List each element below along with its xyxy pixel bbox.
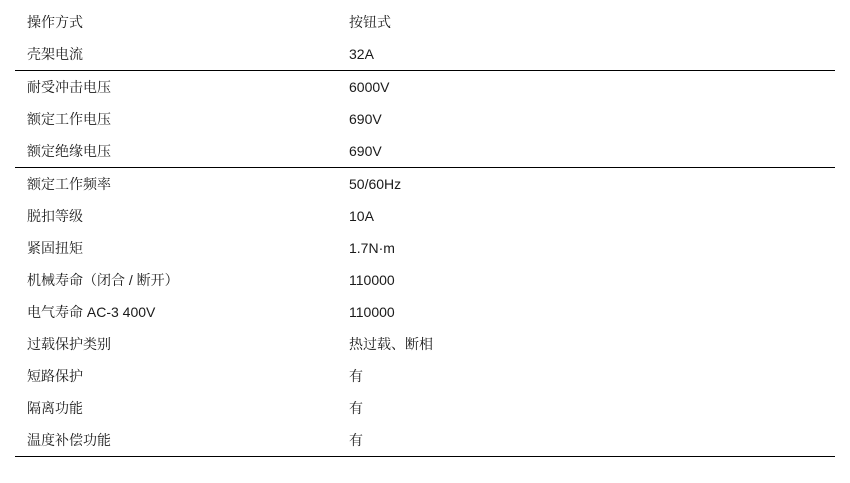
spec-value: 6000V xyxy=(349,79,390,95)
spec-value: 110000 xyxy=(349,304,395,320)
table-row xyxy=(15,360,835,392)
spec-label: 紧固扭矩 xyxy=(27,240,83,256)
table-row xyxy=(15,135,835,168)
spec-value: 有 xyxy=(349,368,363,384)
table-row xyxy=(15,6,835,38)
spec-value: 690V xyxy=(345,135,835,168)
spec-label: 短路保护 xyxy=(27,368,83,384)
table-row xyxy=(15,71,835,104)
spec-label: 过载保护类别 xyxy=(27,336,111,352)
spec-label: 操作方式 xyxy=(27,14,83,30)
spec-label: 温度补偿功能 xyxy=(15,424,345,457)
spec-label: 脱扣等级 xyxy=(27,208,83,224)
table-row xyxy=(15,424,835,457)
specification-table xyxy=(15,6,835,457)
spec-label: 额定工作电压 xyxy=(27,111,111,127)
spec-value: 110000 xyxy=(349,272,395,288)
table-row xyxy=(15,200,835,232)
spec-value: 690V xyxy=(349,111,382,127)
spec-label: 壳架电流 xyxy=(15,38,345,71)
table-row xyxy=(15,328,835,360)
table-row xyxy=(15,264,835,296)
table-row xyxy=(15,38,835,71)
table-row xyxy=(15,232,835,264)
table-row xyxy=(15,296,835,328)
spec-label: 电气寿命 AC-3 400V xyxy=(27,304,156,320)
spec-value: 1.7N·m xyxy=(349,240,395,256)
spec-value: 有 xyxy=(349,400,363,416)
spec-value: 10A xyxy=(349,208,374,224)
spec-label: 额定工作频率 xyxy=(27,176,111,192)
spec-value: 有 xyxy=(345,424,835,457)
spec-label: 额定绝缘电压 xyxy=(15,135,345,168)
spec-value: 32A xyxy=(345,38,835,71)
table-row xyxy=(15,103,835,135)
table-row xyxy=(15,168,835,201)
spec-label: 隔离功能 xyxy=(27,400,83,416)
spec-label: 机械寿命（闭合 / 断开） xyxy=(27,272,179,288)
table-row xyxy=(15,392,835,424)
spec-value: 热过载、断相 xyxy=(349,336,433,352)
spec-value: 50/60Hz xyxy=(349,176,402,192)
spec-value: 按钮式 xyxy=(349,14,391,30)
spec-label: 耐受冲击电压 xyxy=(27,79,111,95)
